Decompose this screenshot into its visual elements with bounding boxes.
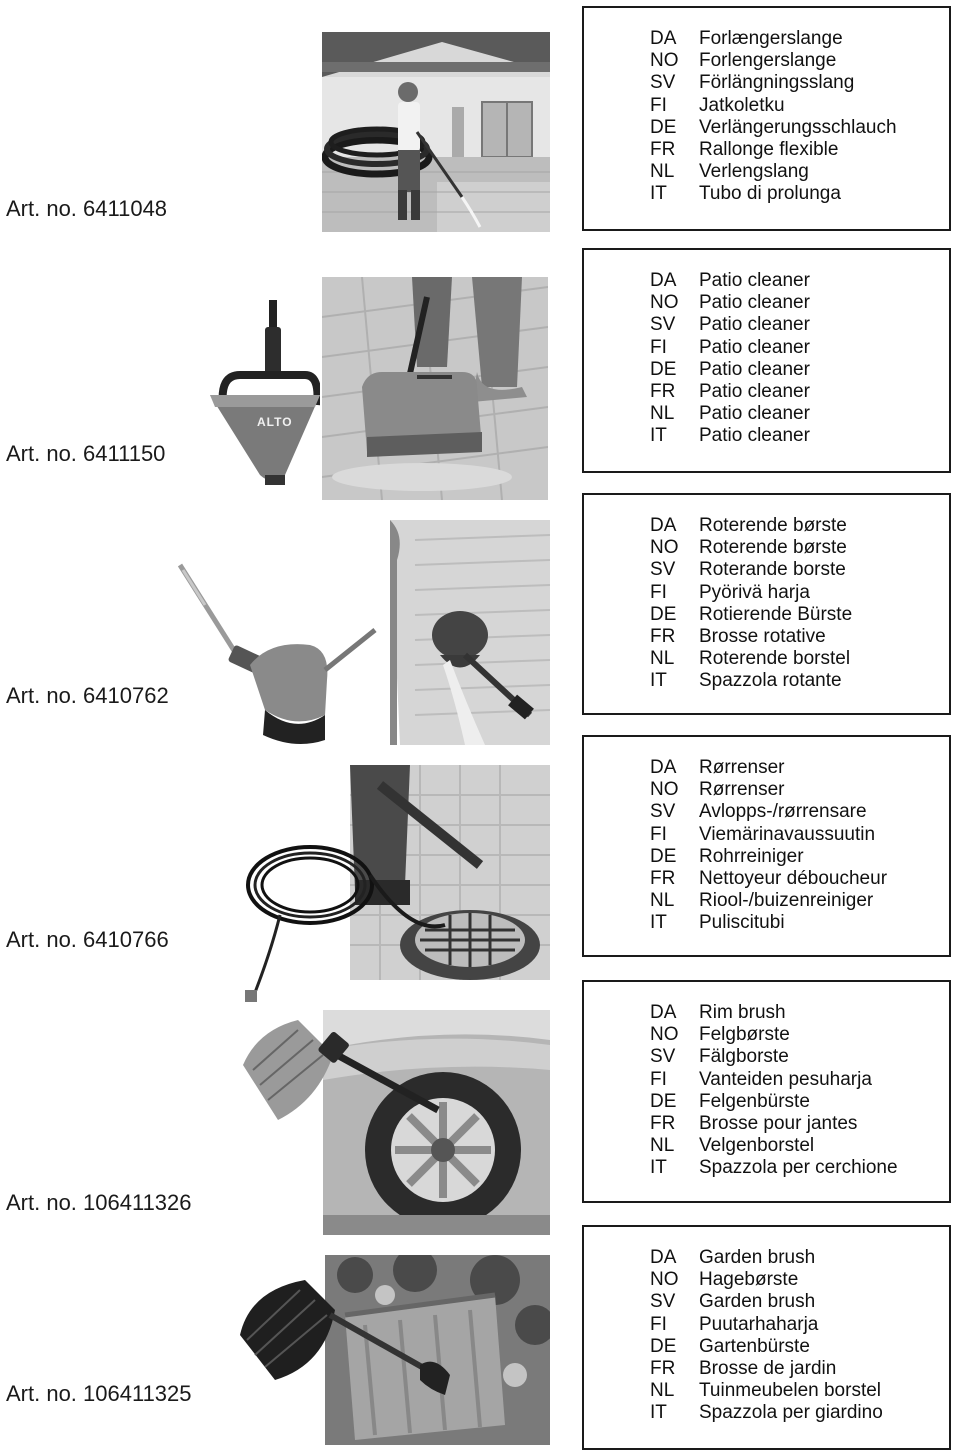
product-name: Avlopps-/rørrensare [699,801,867,823]
language-code: DE [650,116,677,138]
translation-line [650,779,887,801]
translation-line [650,1314,883,1336]
language-code: FI [650,94,667,116]
product-name: Riool-/buizenreiniger [699,890,874,912]
translation-line [650,582,852,604]
language-code: SV [650,559,676,581]
translation-line [650,337,810,359]
translation-line [650,537,852,559]
product-name: Brosse de jardin [699,1358,837,1380]
article-number: Art. no. 6411150 [6,441,166,466]
product-name: Verlängerungsschlauch [699,116,897,138]
translation-line [650,270,810,292]
product-name: Patio cleaner [699,425,810,447]
product-name: Brosse pour jantes [699,1113,858,1135]
extension-hose-photo [322,32,550,232]
language-code: DE [650,1335,677,1357]
translation-line [650,117,897,139]
translation-line [650,95,897,117]
language-code: DA [650,757,677,778]
translation-list [650,270,810,448]
language-code: DA [650,515,677,536]
language-code: FR [650,626,676,648]
article-number: Art. no. 6411048 [6,196,168,221]
language-code: IT [650,1402,667,1424]
language-code: NL [650,161,675,183]
product-name: Spazzola per giardino [699,1402,883,1424]
product-name: Roterande borste [699,559,846,581]
language-code: DE [650,1090,677,1112]
language-code: IT [650,425,667,447]
translation-box [582,1225,951,1450]
product-name: Verlengslang [699,161,809,183]
alto-logo: ALTO [257,415,293,429]
language-code: FI [650,336,667,358]
translation-line [650,515,852,537]
language-code: FI [650,823,667,845]
product-name: Forlengerslange [699,50,837,72]
translation-line [650,801,887,823]
translation-line [650,1046,898,1068]
product-name: Hagebørste [699,1269,799,1291]
product-name: Patio cleaner [699,270,810,291]
language-code: DA [650,270,677,291]
translation-line [650,1113,898,1135]
language-code: SV [650,72,676,94]
translation-line [650,1336,883,1358]
translation-box [582,735,951,957]
translation-line [650,824,887,846]
product-name: Rim brush [699,1002,786,1023]
translation-line [650,139,897,161]
product-name: Tuinmeubelen borstel [699,1380,882,1402]
language-code: IT [650,1157,667,1179]
product-name: Roterende børste [699,515,847,536]
product-name: Rohrreiniger [699,845,804,867]
translation-line [650,1024,898,1046]
language-code: NL [650,890,675,912]
accessory-row-patio-cleaner [0,245,960,490]
language-code: IT [650,183,667,205]
patio-cleaner-product-photo [205,295,320,490]
translation-box [582,6,951,231]
product-name: Spazzola rotante [699,670,842,692]
rotating-brush-photo [175,520,550,745]
product-name: Spazzola per cerchione [699,1157,898,1179]
product-name: Brosse rotative [699,626,826,648]
translation-line [650,1247,883,1269]
language-code: FR [650,139,676,161]
product-name: Patio cleaner [699,336,810,358]
translation-line [650,604,852,626]
translation-line [650,1380,883,1402]
product-name: Patio cleaner [699,314,810,336]
language-code: DE [650,603,677,625]
product-name: Garden brush [699,1247,816,1268]
article-number: Art. no. 6410762 [6,683,169,708]
product-name: Förlängningsslang [699,72,855,94]
language-code: DA [650,1247,677,1268]
product-name: Gartenbürste [699,1335,810,1357]
translation-line [650,1091,898,1113]
translation-line [650,1002,898,1024]
translation-line [650,292,810,314]
product-name: Felgenbürste [699,1090,810,1112]
translation-line [650,648,852,670]
product-name: Puutarhaharja [699,1313,819,1335]
accessory-row-extension-hose [0,0,960,245]
article-number: Art. no. 6410766 [6,927,169,952]
translation-line [650,1157,898,1179]
translation-line [650,670,852,692]
translation-line [650,50,897,72]
language-code: FR [650,381,676,403]
product-name: Forlængerslange [699,28,843,49]
product-name: Jatkoletku [699,94,785,116]
product-name: Rotierende Bürste [699,603,853,625]
language-code: NO [650,292,679,314]
language-code: SV [650,1046,676,1068]
product-name: Roterende borstel [699,648,851,670]
language-code: NO [650,1024,679,1046]
accessory-row-rotating-brush [0,490,960,735]
accessory-row-garden-brush [0,1225,960,1453]
language-code: FR [650,1358,676,1380]
product-name: Patio cleaner [699,403,810,425]
translation-line [650,403,810,425]
product-name: Rallonge flexible [699,139,839,161]
product-name: Garden brush [699,1291,816,1313]
translation-list [650,757,887,935]
translation-line [650,1269,883,1291]
language-code: FI [650,1313,667,1335]
language-code: FR [650,868,676,890]
translation-line [650,1135,898,1157]
product-name: Rørrenser [699,757,785,778]
language-code: DE [650,845,677,867]
product-name: Viemärinavaussuutin [699,823,876,845]
accessory-row-rim-brush [0,980,960,1225]
translation-line [650,890,887,912]
translation-line [650,72,897,94]
language-code: NO [650,537,679,559]
language-code: IT [650,670,667,692]
language-code: NL [650,1135,675,1157]
language-code: FR [650,1113,676,1135]
product-name: Patio cleaner [699,292,810,314]
translation-box [582,248,951,473]
translation-line [650,425,810,447]
translation-list [650,1002,898,1180]
language-code: SV [650,1291,676,1313]
language-code: SV [650,314,676,336]
translation-line [650,183,897,205]
product-name: Puliscitubi [699,912,785,934]
language-code: NL [650,648,675,670]
translation-line [650,161,897,183]
translation-line [650,359,810,381]
translation-list [650,28,897,206]
translation-line [650,846,887,868]
product-name: Vanteiden pesuharja [699,1068,872,1090]
language-code: FI [650,581,667,603]
product-name: Patio cleaner [699,358,810,380]
language-code: IT [650,912,667,934]
translation-line [650,381,810,403]
translation-line [650,314,810,336]
product-name: Rørrenser [699,779,785,801]
translation-box [582,493,951,715]
rim-brush-photo [238,1010,550,1235]
translation-line [650,912,887,934]
language-code: SV [650,801,676,823]
language-code: DE [650,358,677,380]
language-code: NL [650,1380,675,1402]
translation-line [650,757,887,779]
translation-box [582,980,951,1203]
language-code: DA [650,1002,677,1023]
translation-list [650,515,852,693]
product-name: Tubo di prolunga [699,183,841,205]
product-name: Velgenborstel [699,1135,815,1157]
product-name: Nettoyeur déboucheur [699,868,888,890]
translation-line [650,1402,883,1424]
product-name: Roterende børste [699,537,847,559]
patio-cleaner-photo [322,277,548,500]
pipe-cleaner-photo [240,765,550,1005]
language-code: NO [650,1269,679,1291]
language-code: FI [650,1068,667,1090]
translation-line [650,868,887,890]
translation-line [650,28,897,50]
garden-brush-photo [235,1255,550,1445]
product-name: Patio cleaner [699,381,810,403]
article-number: Art. no. 106411325 [6,1381,192,1406]
translation-line [650,626,852,648]
product-name: Pyörivä harja [699,581,810,603]
translation-line [650,1069,898,1091]
accessory-row-pipe-cleaner [0,735,960,980]
translation-line [650,1358,883,1380]
language-code: NO [650,50,679,72]
language-code: NO [650,779,679,801]
translation-line [650,559,852,581]
language-code: NL [650,403,675,425]
language-code: DA [650,28,677,49]
product-name: Fälgborste [699,1046,789,1068]
translation-line [650,1291,883,1313]
product-name: Felgbørste [699,1024,790,1046]
translation-list [650,1247,883,1425]
article-number: Art. no. 106411326 [6,1190,192,1215]
